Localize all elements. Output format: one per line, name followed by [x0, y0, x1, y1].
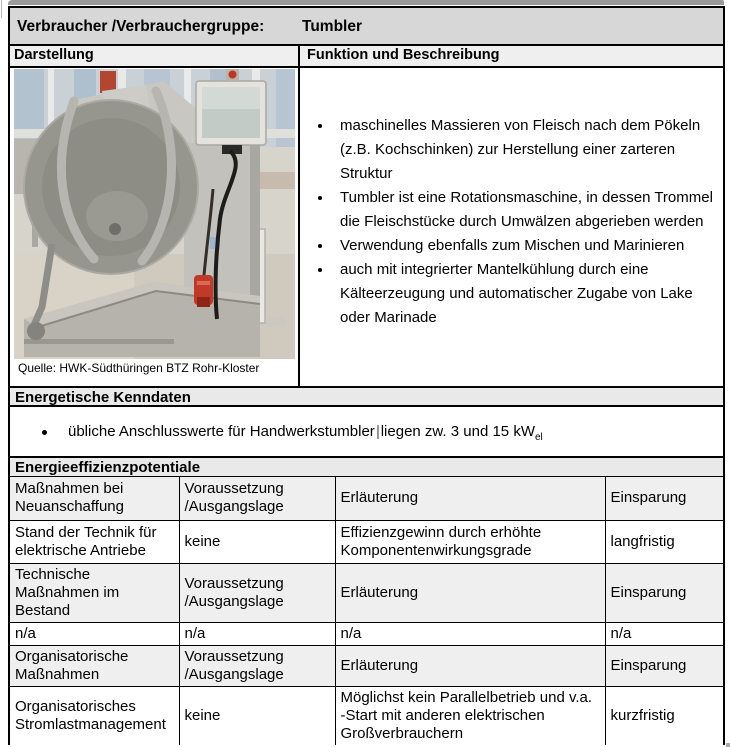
funktion-cell	[300, 68, 723, 386]
kenndaten-body	[10, 407, 723, 456]
column-headers	[10, 46, 723, 68]
table-cell: n/a	[179, 622, 335, 645]
section-header-effizienz: Energieeffizienzpotentiale	[10, 456, 723, 477]
table-cell: Einsparung	[605, 645, 723, 686]
table-cell: Erläuterung	[335, 645, 605, 686]
table-row	[10, 520, 723, 563]
table-cell: Technische Maßnahmen im Bestand	[10, 563, 179, 622]
table-cell: kurzfristig	[605, 686, 723, 745]
table-cell: n/a	[605, 622, 723, 645]
table-row	[10, 563, 723, 622]
content-row	[10, 68, 723, 386]
table-row	[10, 686, 723, 745]
column-header-funktion: Funktion und Beschreibung	[307, 47, 500, 63]
top-edge-artifact	[8, 0, 724, 5]
table-cell: Voraussetzung /Ausgangslage	[179, 563, 335, 622]
function-bullet: • maschinelles Massieren von Fleisch nach dem Pökeln (z.B. Kochschinken) zur Herstellung einer zarteren Struktur	[333, 114, 717, 186]
kw-unit-subscript: el	[534, 432, 543, 443]
efficiency-table	[10, 477, 723, 745]
function-bullet: • auch mit integrierter Mantelkühlung durch eine Kälteerzeugung und automatischer Zugabe von Lake oder Marinade	[333, 258, 717, 330]
table-row	[10, 645, 723, 686]
table-cell: keine	[179, 520, 335, 563]
title-label: Verbraucher /Verbrauchergruppe:	[17, 18, 265, 35]
function-bullet: • Tumbler ist eine Rotationsmaschine, in dessen Trommel die Fleischstücke durch Umwälzen abgerieben werden	[333, 186, 717, 234]
table-cell: n/a	[10, 622, 179, 645]
table-cell: Organisatorisches Stromlastmanagement	[10, 686, 179, 745]
kenndaten-line	[42, 423, 543, 443]
kenndaten-text-before: übliche Anschlusswerte für Handwerkstumbler	[68, 423, 375, 440]
table-row	[10, 477, 723, 520]
table-cell: Effizienzgewinn durch erhöhte Komponentenwirkungsgrade	[335, 520, 605, 563]
bullet-icon	[42, 430, 47, 435]
table-cell: Voraussetzung /Ausgangslage	[179, 477, 335, 520]
left-edge-artifact	[1, 0, 2, 18]
darstellung-cell	[10, 68, 300, 386]
table-cell: Möglichst kein Parallelbetrieb und v.a. -Start mit anderen elektrischen Großverbrauchern	[335, 686, 605, 745]
table-cell: keine	[179, 686, 335, 745]
column-header-darstellung: Darstellung	[10, 46, 300, 66]
table-cell: Stand der Technik für elektrische Antriebe	[10, 520, 179, 563]
photo-caption: Quelle: HWK-Südthüringen BTZ Rohr-Kloster	[18, 361, 260, 375]
table-cell: Organisatorische Maßnahmen	[10, 645, 179, 686]
title-bar	[10, 8, 723, 46]
text-cursor-caret: |	[376, 423, 380, 440]
table-cell: Einsparung	[605, 477, 723, 520]
table-cell: Erläuterung	[335, 477, 605, 520]
corner-artifact	[726, 743, 730, 747]
function-bullet: • Verwendung ebenfalls zum Mischen und Marinieren	[333, 234, 717, 258]
table-cell: Erläuterung	[335, 563, 605, 622]
document-table	[8, 6, 725, 745]
table-row	[10, 622, 723, 645]
function-bullet-list	[308, 114, 717, 330]
kenndaten-text-after: liegen zw. 3 und 15 kW	[380, 423, 535, 440]
section-header-kenndaten: Energetische Kenndaten	[10, 386, 723, 407]
tumbler-photo	[14, 69, 295, 359]
title-value: Tumbler	[302, 18, 362, 35]
table-cell: n/a	[335, 622, 605, 645]
table-cell: Einsparung	[605, 563, 723, 622]
table-cell: Voraussetzung /Ausgangslage	[179, 645, 335, 686]
table-cell: langfristig	[605, 520, 723, 563]
table-cell: Maßnahmen bei Neuanschaffung	[10, 477, 179, 520]
